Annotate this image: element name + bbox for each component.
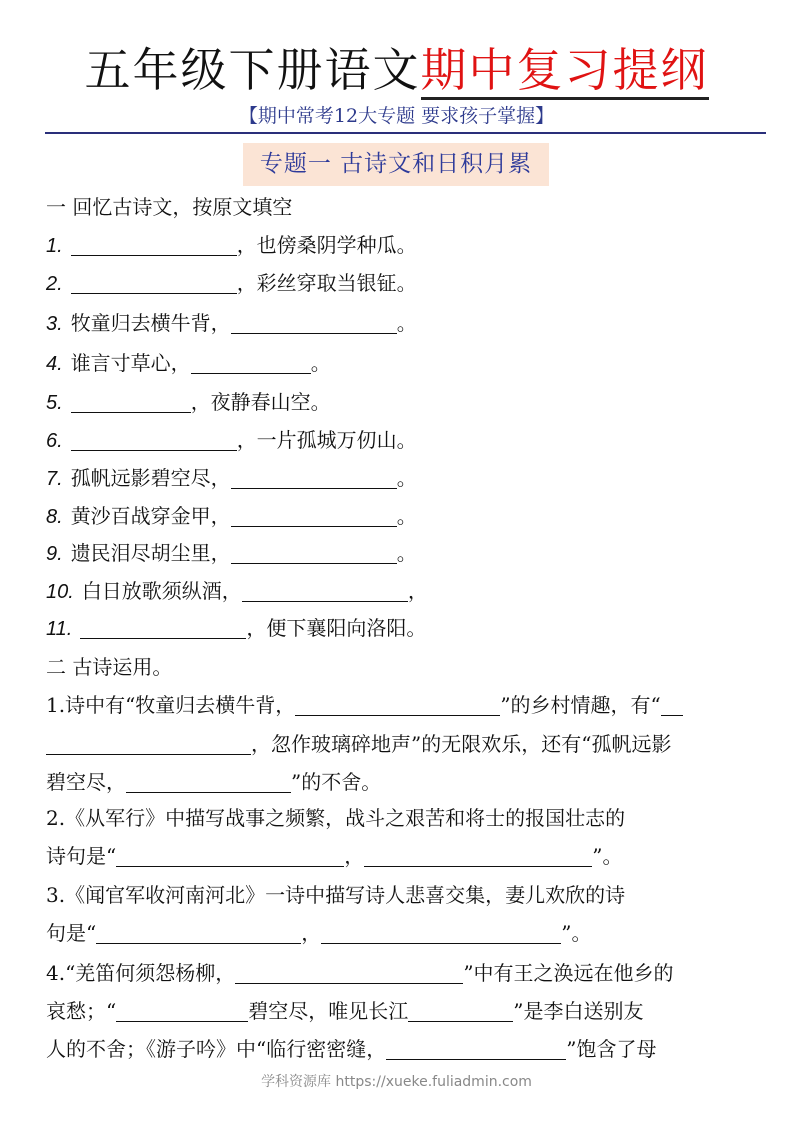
- answer-blank[interactable]: [191, 353, 311, 374]
- answer-blank[interactable]: [242, 581, 408, 602]
- title-highlight: 期中复习提纲: [421, 43, 709, 100]
- question-3: 3. 牧童归去横牛背， 。: [46, 311, 417, 335]
- subtitle: 【期中常考12大专题 要求孩子掌握】: [238, 105, 555, 127]
- application-q4-line1: 4.“羌笛何须怨杨柳， ”中有王之涣远在他乡的: [46, 961, 674, 985]
- answer-blank[interactable]: [408, 1001, 513, 1022]
- answer-blank[interactable]: [235, 963, 463, 984]
- application-q4-line3: 人的不舍；《游子吟》中“临行密密缝， ”饱含了母: [46, 1037, 657, 1061]
- answer-blank[interactable]: [116, 846, 344, 867]
- question-6: 6. ，一片孤城万仞山。: [46, 428, 417, 452]
- answer-blank[interactable]: [386, 1039, 566, 1060]
- question-4: 4. 谁言寸草心， 。: [46, 351, 331, 375]
- page-title: [0, 40, 793, 100]
- answer-blank[interactable]: [71, 273, 237, 294]
- question-9: 9. 遗民泪尽胡尘里， 。: [46, 541, 417, 565]
- application-q1-line2: ，忽作玻璃碎地声”的无限欢乐，还有“孤帆远影: [46, 731, 751, 757]
- answer-blank[interactable]: [46, 734, 251, 755]
- footer-watermark: 学科资源库 https://xueke.fuliadmin.com: [261, 1074, 532, 1090]
- answer-blank[interactable]: [295, 695, 500, 716]
- application-q3-line1: 3.《闻官军收河南河北》一诗中描写诗人悲喜交集，妻儿欢欣的诗: [46, 883, 626, 907]
- question-2: 2. ，彩丝穿取当银钲。: [46, 271, 417, 295]
- answer-blank[interactable]: [116, 1001, 248, 1022]
- topic-banner: 专题一 古诗文和日积月累: [243, 143, 549, 186]
- answer-blank[interactable]: [231, 543, 397, 564]
- application-q2-line1: 2.《从军行》中描写战事之频繁，战斗之艰苦和将士的报国壮志的: [46, 806, 626, 830]
- question-1: 1. ，也傍桑阴学种瓜。: [46, 233, 417, 257]
- application-q1-line3: 碧空尽， ”的不舍。: [46, 770, 382, 794]
- question-8: 8. 黄沙百战穿金甲， 。: [46, 504, 417, 528]
- answer-blank[interactable]: [71, 235, 237, 256]
- question-5: 5. ，夜静春山空。: [46, 390, 331, 414]
- application-q1-line1: 1.诗中有“牧童归去横牛背， ”的乡村情趣，有“: [46, 692, 751, 718]
- answer-blank[interactable]: [71, 430, 237, 451]
- answer-blank[interactable]: [71, 392, 191, 413]
- answer-blank[interactable]: [231, 313, 397, 334]
- answer-blank[interactable]: [126, 772, 291, 793]
- answer-blank[interactable]: [231, 468, 397, 489]
- section-heading-1: 一 回忆古诗文，按原文填空: [46, 195, 293, 219]
- answer-blank[interactable]: [321, 923, 561, 944]
- answer-blank[interactable]: [80, 618, 246, 639]
- question-7: 7. 孤帆远影碧空尽， 。: [46, 466, 417, 490]
- application-q3-line2: 句是“ ， ”。: [46, 921, 592, 945]
- section-heading-2: 二 古诗运用。: [46, 655, 173, 679]
- answer-blank[interactable]: [96, 923, 301, 944]
- answer-blank[interactable]: [661, 695, 683, 716]
- header-divider: [45, 132, 766, 134]
- answer-blank[interactable]: [231, 506, 397, 527]
- question-10: 10. 白日放歌须纵酒， ，: [46, 579, 428, 603]
- question-11: 11. ，便下襄阳向洛阳。: [46, 616, 427, 640]
- answer-blank[interactable]: [364, 846, 592, 867]
- title-grade: 五年级下册语文: [84, 43, 421, 97]
- application-q2-line2: 诗句是“ ， ”。: [46, 844, 623, 868]
- application-q4-line2: 哀愁；“ 碧空尽，唯见长江 ”是李白送别友: [46, 999, 644, 1023]
